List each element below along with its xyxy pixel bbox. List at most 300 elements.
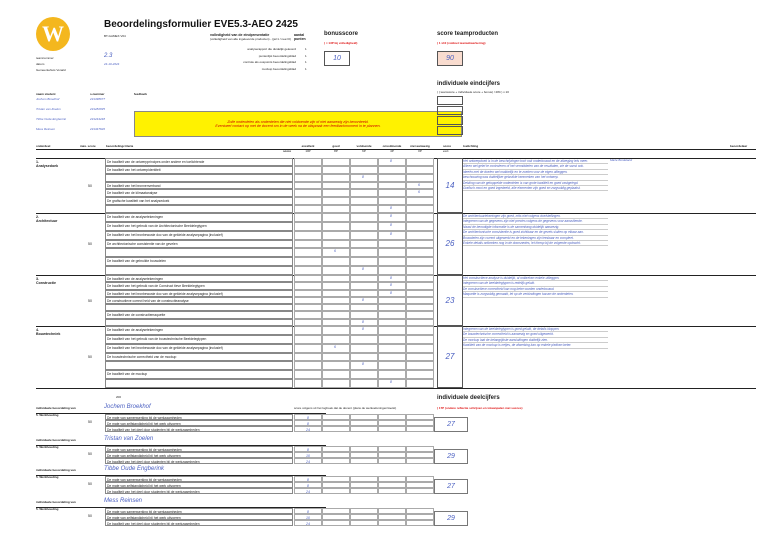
person-label: individuele beoordeling van xyxy=(36,500,76,504)
reviewer-name: Marle Bordeland xyxy=(610,158,633,162)
rating-cell[interactable] xyxy=(294,213,322,222)
person-criterion-row: De kwaliteit van het deel door studenten bij de werkzaamheden xyxy=(105,520,293,526)
rating-mark: 8 xyxy=(390,380,392,385)
final-grade-box xyxy=(437,96,463,105)
onderdeel-header: onderdeel xyxy=(36,144,51,148)
person-criterion-row: De mate van zelfstandigheid bij het werk uitvoeren xyxy=(105,420,293,426)
rating-cell[interactable] xyxy=(406,344,434,353)
rating-cell[interactable] xyxy=(294,379,322,388)
section-score: 27 xyxy=(445,352,455,361)
rating-cell[interactable] xyxy=(294,222,322,231)
rating-mark: 8 xyxy=(362,362,364,367)
meta-label: datum xyxy=(36,62,45,66)
rating-cell[interactable] xyxy=(322,197,350,205)
person-empty-cell[interactable] xyxy=(406,488,434,494)
rating-cell[interactable] xyxy=(406,257,434,266)
person-empty-cell[interactable] xyxy=(322,426,350,432)
person-value-cell[interactable]: 24 xyxy=(294,520,322,526)
rating-cell[interactable] xyxy=(350,304,378,311)
section-score: 14 xyxy=(445,180,455,190)
person-empty-cell[interactable] xyxy=(350,458,378,464)
rating-cell[interactable] xyxy=(350,344,378,353)
level-header: excellent xyxy=(301,144,315,148)
rating-cell[interactable] xyxy=(350,248,378,257)
rating-cell[interactable] xyxy=(350,319,378,326)
rating-cell[interactable] xyxy=(322,213,350,222)
rating-cell[interactable] xyxy=(322,304,350,311)
rating-cell[interactable] xyxy=(350,266,378,275)
person-value-cell[interactable]: 10 xyxy=(294,514,322,520)
deelcijfers-title: individuele deelcijfers xyxy=(437,395,500,401)
rating-cell[interactable] xyxy=(350,231,378,240)
student-name: Tristan van Zoelen xyxy=(36,107,61,111)
rating-cell[interactable] xyxy=(294,370,322,379)
person-name: Mess Reinsen xyxy=(104,498,143,504)
rating-cell[interactable] xyxy=(378,222,406,231)
rating-cell[interactable] xyxy=(322,275,350,282)
rating-cell[interactable] xyxy=(406,282,434,289)
rating-cell[interactable] xyxy=(294,248,322,257)
rating-cell[interactable] xyxy=(406,222,434,231)
person-section-max: 50 xyxy=(88,514,92,518)
team-score-subtitle: ( 1 x10 (voldoet teamuitwerkering) xyxy=(437,41,486,45)
rating-cell[interactable] xyxy=(350,166,378,174)
feedback-header: feedback xyxy=(134,92,148,96)
person-empty-cell[interactable] xyxy=(350,520,378,526)
person-empty-cell[interactable] xyxy=(350,488,378,494)
rating-cell[interactable] xyxy=(350,379,378,388)
rating-cell[interactable] xyxy=(322,353,350,362)
criterion-row: De kwaliteit van het gebruik van de Construct tieve Beeldelegtypen xyxy=(105,282,293,289)
rating-mark: 8 xyxy=(390,276,392,280)
rating-cell[interactable] xyxy=(378,182,406,190)
rating-cell[interactable] xyxy=(378,174,406,182)
rating-cell[interactable] xyxy=(322,297,350,304)
rating-cell[interactable] xyxy=(294,311,322,318)
score-row-label: score xyxy=(283,149,292,153)
rating-cell[interactable] xyxy=(378,319,406,326)
rating-cell[interactable] xyxy=(406,297,434,304)
rating-cell[interactable] xyxy=(294,257,322,266)
rating-cell[interactable] xyxy=(350,222,378,231)
section-score: 23 xyxy=(445,295,455,305)
rating-mark: 8 xyxy=(362,267,364,272)
student-number-header: s-nummer xyxy=(90,92,105,96)
rating-cell[interactable] xyxy=(294,344,322,353)
person-value-cell[interactable]: 8 xyxy=(294,420,322,426)
feedback-line: De mockup laat de belangrijkste aansluitingen duidelijk zien. xyxy=(463,338,608,343)
person-empty-cell[interactable] xyxy=(406,520,434,526)
rating-cell[interactable] xyxy=(322,319,350,326)
logo-letter: W xyxy=(42,21,64,46)
rating-cell[interactable] xyxy=(350,257,378,266)
completeness-header: volledigheid van de eindpresentatie xyxy=(210,33,270,37)
rating-cell[interactable] xyxy=(294,361,322,370)
person-value-cell[interactable]: 10 xyxy=(294,452,322,458)
rating-cell[interactable] xyxy=(406,379,434,388)
rating-cell[interactable] xyxy=(322,335,350,344)
student-name: Tibbe Oude Engberink xyxy=(36,117,66,121)
rating-cell[interactable] xyxy=(322,240,350,249)
rating-cell[interactable] xyxy=(350,297,378,304)
bonus-score-box xyxy=(324,51,350,66)
person-section-name: 5. Werkhouding xyxy=(36,445,59,449)
rating-cell[interactable] xyxy=(294,290,322,297)
rating-cell[interactable] xyxy=(378,297,406,304)
rating-cell[interactable] xyxy=(378,205,406,213)
individual-final-formula: ( ( teamscore + individuele score + bonus) / 284 ) x 10 xyxy=(437,90,509,94)
person-label: individuele beoordeling van xyxy=(36,438,76,442)
rating-cell[interactable] xyxy=(294,319,322,326)
warning-line-2: Eventueel contact op met de docent om in de week na de uitspraak een feedbackmoment in te plannen. xyxy=(215,124,381,128)
rating-cell[interactable] xyxy=(378,166,406,174)
rating-cell[interactable] xyxy=(406,361,434,370)
criterion-row xyxy=(105,319,293,326)
rating-cell[interactable] xyxy=(378,282,406,289)
rating-cell[interactable] xyxy=(294,282,322,289)
rating-cell[interactable] xyxy=(294,335,322,344)
person-value-cell[interactable]: 8 xyxy=(294,482,322,488)
rating-cell[interactable] xyxy=(350,326,378,335)
checklist-value: 1 xyxy=(305,66,307,71)
rating-cell[interactable] xyxy=(350,213,378,222)
feedback-line: De constructieve correctheid kan nog beter worden onderbouwd. xyxy=(463,287,608,292)
rating-cell[interactable] xyxy=(294,189,322,197)
feedback-line: Grafisch mooi en goed ingedeeld, alle elementen zijn goed en zorgvuldig geplaatst. xyxy=(463,186,608,191)
rating-cell[interactable] xyxy=(406,326,434,335)
rating-cell[interactable] xyxy=(322,361,350,370)
meta-label: teamnummer xyxy=(36,56,54,60)
rating-cell[interactable] xyxy=(378,266,406,275)
rating-cell[interactable] xyxy=(294,197,322,205)
rating-cell[interactable] xyxy=(406,158,434,166)
rating-cell[interactable] xyxy=(350,158,378,166)
rating-mark: 8 xyxy=(362,174,364,179)
person-empty-cell[interactable] xyxy=(406,458,434,464)
rating-cell[interactable] xyxy=(406,304,434,311)
rating-cell[interactable] xyxy=(294,174,322,182)
criterion-row: De kwaliteit van de gebruikte bouwdelen xyxy=(105,257,293,266)
rating-cell[interactable] xyxy=(322,266,350,275)
checklist-label: mockup beoordelingsblad xyxy=(261,66,296,71)
rating-cell[interactable] xyxy=(350,290,378,297)
rating-cell[interactable] xyxy=(378,197,406,205)
criterion-row: De kwaliteit van de mockup xyxy=(105,370,293,379)
person-label: individuele beoordeling van xyxy=(36,406,76,410)
person-value-cell[interactable]: 8 xyxy=(294,508,322,514)
rating-cell[interactable] xyxy=(322,189,350,197)
rating-cell[interactable] xyxy=(350,174,378,182)
rating-cell[interactable] xyxy=(378,290,406,297)
level-header: niet aanwezig xyxy=(410,144,430,148)
feedback-line: Integreren van de beeldelegtypen is redelijk gelukt. xyxy=(463,281,608,286)
section-max: 50 xyxy=(88,298,92,303)
student-number: 231347620 xyxy=(90,127,106,131)
rating-mark: 8 xyxy=(362,327,364,331)
deelcijfers-note-left: score volgens uit het logboek dat de docent (plans de werkoefeningen/toetst) xyxy=(294,406,397,410)
feedback-line: Het ontwerpdoek is in de beschrijvingen toch ook onderbouwd en de afweging iets meer. xyxy=(463,159,608,164)
section-feedback xyxy=(463,214,608,246)
section-max: 50 xyxy=(88,242,92,246)
criterion-row: De kwaliteit van het gebruik van de bouwtechnische Beeldelegtypen xyxy=(105,335,293,344)
rating-cell[interactable] xyxy=(406,319,434,326)
rating-cell[interactable] xyxy=(378,304,406,311)
beoordelaar-header: beoordelaar xyxy=(730,144,748,148)
total-sections: 200 xyxy=(116,395,122,399)
rating-cell[interactable] xyxy=(406,205,434,213)
person-section-name: 5. Werkhouding xyxy=(36,413,59,417)
person-value-cell[interactable]: 24 xyxy=(294,458,322,464)
rating-cell[interactable] xyxy=(378,379,406,388)
rating-mark: 8 xyxy=(390,283,392,288)
rating-mark: 8 xyxy=(390,214,392,218)
student-name: Jochem Broekhof xyxy=(36,97,60,101)
person-value-cell[interactable]: 8 xyxy=(294,476,322,482)
checklist-value: 1 xyxy=(305,47,307,51)
person-name: Tibbe Oude Engberink xyxy=(104,466,164,472)
rating-cell[interactable] xyxy=(378,257,406,266)
rating-cell[interactable] xyxy=(322,222,350,231)
criterion-row xyxy=(105,304,293,311)
person-value-cell[interactable]: 24 xyxy=(294,426,322,432)
section-feedback xyxy=(463,327,608,349)
criterion-row: De kwaliteit van het bronbewuste doc van de gekleide analysepagina (inclusief) xyxy=(105,290,293,297)
person-empty-cell[interactable] xyxy=(350,426,378,432)
rating-cell[interactable] xyxy=(294,158,322,166)
warning-note xyxy=(134,111,462,137)
rating-cell[interactable] xyxy=(406,275,434,282)
person-criterion-row: De mate van samenwerking bij de werkzaamheden xyxy=(105,508,293,514)
person-empty-cell[interactable] xyxy=(322,520,350,526)
rating-cell[interactable] xyxy=(406,266,434,275)
rating-cell[interactable] xyxy=(294,240,322,249)
rating-cell[interactable] xyxy=(406,213,434,222)
rating-cell[interactable] xyxy=(378,275,406,282)
rating-cell[interactable] xyxy=(322,282,350,289)
rating-cell[interactable] xyxy=(378,353,406,362)
rating-cell[interactable] xyxy=(294,275,322,282)
rating-cell[interactable] xyxy=(322,182,350,190)
rating-cell[interactable] xyxy=(350,370,378,379)
rating-cell[interactable] xyxy=(294,353,322,362)
final-grade-box xyxy=(437,116,463,125)
level-header: onvoldoende xyxy=(382,144,402,148)
rating-cell[interactable] xyxy=(378,158,406,166)
rating-cell[interactable] xyxy=(406,248,434,257)
rating-cell[interactable] xyxy=(294,326,322,335)
person-criterion-row: De mate van zelfstandigheid bij het werk uitvoeren xyxy=(105,514,293,520)
rating-cell[interactable] xyxy=(378,213,406,222)
student-number: 231244248 xyxy=(90,117,106,121)
rating-cell[interactable] xyxy=(294,166,322,174)
checklist-row xyxy=(210,68,320,74)
rating-cell[interactable] xyxy=(406,197,434,205)
rating-mark: 8 xyxy=(390,159,392,163)
rating-mark: 8 xyxy=(390,206,392,211)
rating-cell[interactable] xyxy=(322,231,350,240)
level-points: 10P xyxy=(305,149,311,153)
rating-cell[interactable] xyxy=(294,304,322,311)
criterion-row xyxy=(105,361,293,370)
rating-mark: 8 xyxy=(390,222,392,227)
rating-cell[interactable] xyxy=(294,266,322,275)
rating-cell[interactable] xyxy=(406,182,434,190)
rating-cell[interactable] xyxy=(406,290,434,297)
rating-cell[interactable] xyxy=(322,166,350,174)
rating-cell[interactable] xyxy=(322,311,350,318)
level-headers xyxy=(294,144,434,156)
rating-cell[interactable] xyxy=(322,326,350,335)
feedback-line: Alleen wel gelet te controleren of het vermiddelen van de resultaten, zie de sonst ook. xyxy=(463,164,608,169)
rating-cell[interactable] xyxy=(294,297,322,304)
feedback-line: De architectonische consistentie is goed zichtbaar en de gevels sluiten op elkaar aan. xyxy=(463,230,608,235)
rating-cell[interactable] xyxy=(322,379,350,388)
rating-cell[interactable] xyxy=(406,353,434,362)
criterion-row xyxy=(105,174,293,182)
rating-cell[interactable] xyxy=(322,290,350,297)
rating-cell[interactable] xyxy=(350,353,378,362)
rating-cell[interactable] xyxy=(350,240,378,249)
feedback-line: Integreren van de gegevens zijn niet precies volgens de gegevens voor aanvullende. xyxy=(463,219,608,224)
person-empty-cell[interactable] xyxy=(322,458,350,464)
rating-cell[interactable] xyxy=(322,174,350,182)
rating-cell[interactable] xyxy=(378,189,406,197)
max-score-header: max. score xyxy=(80,144,96,148)
level-header: voldoende xyxy=(356,144,372,148)
person-score: 29 xyxy=(434,449,468,464)
student-name: Mess Reinsen xyxy=(36,127,56,131)
rating-cell[interactable] xyxy=(378,240,406,249)
rating-cell[interactable] xyxy=(322,370,350,379)
rating-cell[interactable] xyxy=(406,174,434,182)
rating-cell[interactable] xyxy=(350,311,378,318)
rating-cell[interactable] xyxy=(322,205,350,213)
rating-cell[interactable] xyxy=(378,326,406,335)
person-criterion-row: De mate van samenwerking bij de werkzaamheden xyxy=(105,476,293,482)
rating-cell[interactable] xyxy=(322,344,350,353)
rating-cell[interactable] xyxy=(322,248,350,257)
section-score: 26 xyxy=(445,239,455,248)
team-score-box xyxy=(437,51,463,66)
rating-cell[interactable] xyxy=(406,311,434,318)
criterion-row: De grafische kwaliteit van het analysedoek xyxy=(105,197,293,205)
rating-cell[interactable] xyxy=(350,189,378,197)
criterion-row: De kwaliteit van de klimaatanalyse xyxy=(105,189,293,197)
person-empty-cell[interactable] xyxy=(378,488,406,494)
rating-cell[interactable] xyxy=(406,370,434,379)
section-name: 2. Architectuur xyxy=(36,215,58,223)
deelcijfers-note-right: ( 17P (ondere reflectie schrijven en totaanpalen met succes) xyxy=(437,406,523,410)
person-value-cell[interactable]: 8 xyxy=(294,446,322,452)
feedback-line: Integreren van de beeldelegtypen is goed gelukt, de details kloppen. xyxy=(463,327,608,332)
rating-cell[interactable] xyxy=(350,182,378,190)
student-name-header: naam student xyxy=(36,92,56,96)
criterion-row: De kwaliteit van de analysetekeningen xyxy=(105,213,293,222)
rating-cell[interactable] xyxy=(378,344,406,353)
aantal-header: aantal punten xyxy=(294,33,306,41)
rating-cell[interactable] xyxy=(378,361,406,370)
feedback-line: De architectuurtekeningen zijn goed, mits niet volgens doelstellingen. xyxy=(463,214,608,219)
student-number: 231398677 xyxy=(90,97,106,101)
rating-mark: 8 xyxy=(390,290,392,295)
person-name: Jochem Broekhof xyxy=(104,404,151,410)
feedback-line: Ideeën met de doelen wel makkelijk en te zoeken voor de eigen uitleggen. xyxy=(463,170,608,175)
final-grade-box xyxy=(437,126,463,135)
meta-value: 24-10-2024 xyxy=(104,62,120,66)
criterion-row: De bouwtechnische correctheid van de mockup xyxy=(105,353,293,362)
rating-cell[interactable] xyxy=(378,370,406,379)
level-points: 6P xyxy=(362,149,366,153)
doc-code: BT-GAMEX.V04 xyxy=(104,34,126,38)
rating-cell[interactable] xyxy=(378,231,406,240)
rating-cell[interactable] xyxy=(350,335,378,344)
checklist-label: controle als ouspoints beoordelingsblad xyxy=(243,60,296,64)
section-max: 50 xyxy=(88,355,92,359)
score-subheader: excl. xyxy=(443,149,450,153)
rating-cell[interactable] xyxy=(378,311,406,318)
rating-cell[interactable] xyxy=(294,231,322,240)
score-header: score xyxy=(443,144,452,148)
rating-cell[interactable] xyxy=(350,275,378,282)
person-section-name: 5. Werkhouding xyxy=(36,475,59,479)
rating-cell[interactable] xyxy=(350,197,378,205)
person-empty-cell[interactable] xyxy=(322,488,350,494)
rating-cell[interactable] xyxy=(322,158,350,166)
person-score: 29 xyxy=(434,511,468,526)
person-value-cell[interactable]: 24 xyxy=(294,488,322,494)
criterion-row xyxy=(105,248,293,257)
person-empty-cell[interactable] xyxy=(378,426,406,432)
rating-cell[interactable] xyxy=(406,166,434,174)
team-score-title: score teamproducten xyxy=(437,31,499,37)
person-empty-cell[interactable] xyxy=(406,426,434,432)
rating-cell[interactable] xyxy=(406,231,434,240)
feedback-line: De bouwtechnische correctheid is aanwezig en goed uitgewerkt. xyxy=(463,332,608,337)
rating-cell[interactable] xyxy=(378,248,406,257)
section-name: 1. Analysedoek xyxy=(36,160,59,168)
meta-label: Gemeentehuis Vonald xyxy=(36,68,66,72)
bonus-score-value: 10 xyxy=(333,55,341,62)
rating-cell[interactable] xyxy=(322,257,350,266)
rating-cell[interactable] xyxy=(350,205,378,213)
rating-mark: 8 xyxy=(362,297,364,302)
person-label: individuele beoordeling van xyxy=(36,468,76,472)
rating-cell[interactable] xyxy=(406,189,434,197)
person-empty-cell[interactable] xyxy=(378,520,406,526)
rating-cell[interactable] xyxy=(378,335,406,344)
warning-line-1: Zolle onderdelen als onderdelen die niet voldoende zijn of niet aanwezig zijn beoordeeld. xyxy=(227,119,369,124)
checklist-label: analyserapport die duidelijk geleverd xyxy=(247,47,296,51)
level-header: goed xyxy=(332,144,340,148)
feedback-line: Dekking van de gekoppelde onderdelen is van grote kwaliteit en goed vastgelegd. xyxy=(463,181,608,186)
rating-cell[interactable] xyxy=(350,282,378,289)
criterion-row: De kwaliteit van het bronnenverband xyxy=(105,182,293,190)
rating-cell[interactable] xyxy=(406,335,434,344)
person-empty-cell[interactable] xyxy=(378,458,406,464)
criterion-row: De kwaliteit van het gebruik van de Architectonische Beeldelegtypen xyxy=(105,222,293,231)
final-grade-box xyxy=(437,106,463,115)
rating-cell[interactable] xyxy=(350,361,378,370)
person-section-max: 50 xyxy=(88,420,92,424)
criterion-row xyxy=(105,379,293,388)
rating-cell[interactable] xyxy=(294,205,322,213)
criterion-row: De kwaliteit van het bronbewuste doc van de gekleide analysepagina (inclusief) xyxy=(105,344,293,353)
rating-cell[interactable] xyxy=(406,240,434,249)
criterion-row: De architectonische consistentie van de gevelen xyxy=(105,240,293,249)
person-value-cell[interactable]: 8 xyxy=(294,414,322,420)
person-criterion-row: De mate van samenwerking bij de werkzaamheden xyxy=(105,414,293,420)
rating-cell[interactable] xyxy=(294,182,322,190)
